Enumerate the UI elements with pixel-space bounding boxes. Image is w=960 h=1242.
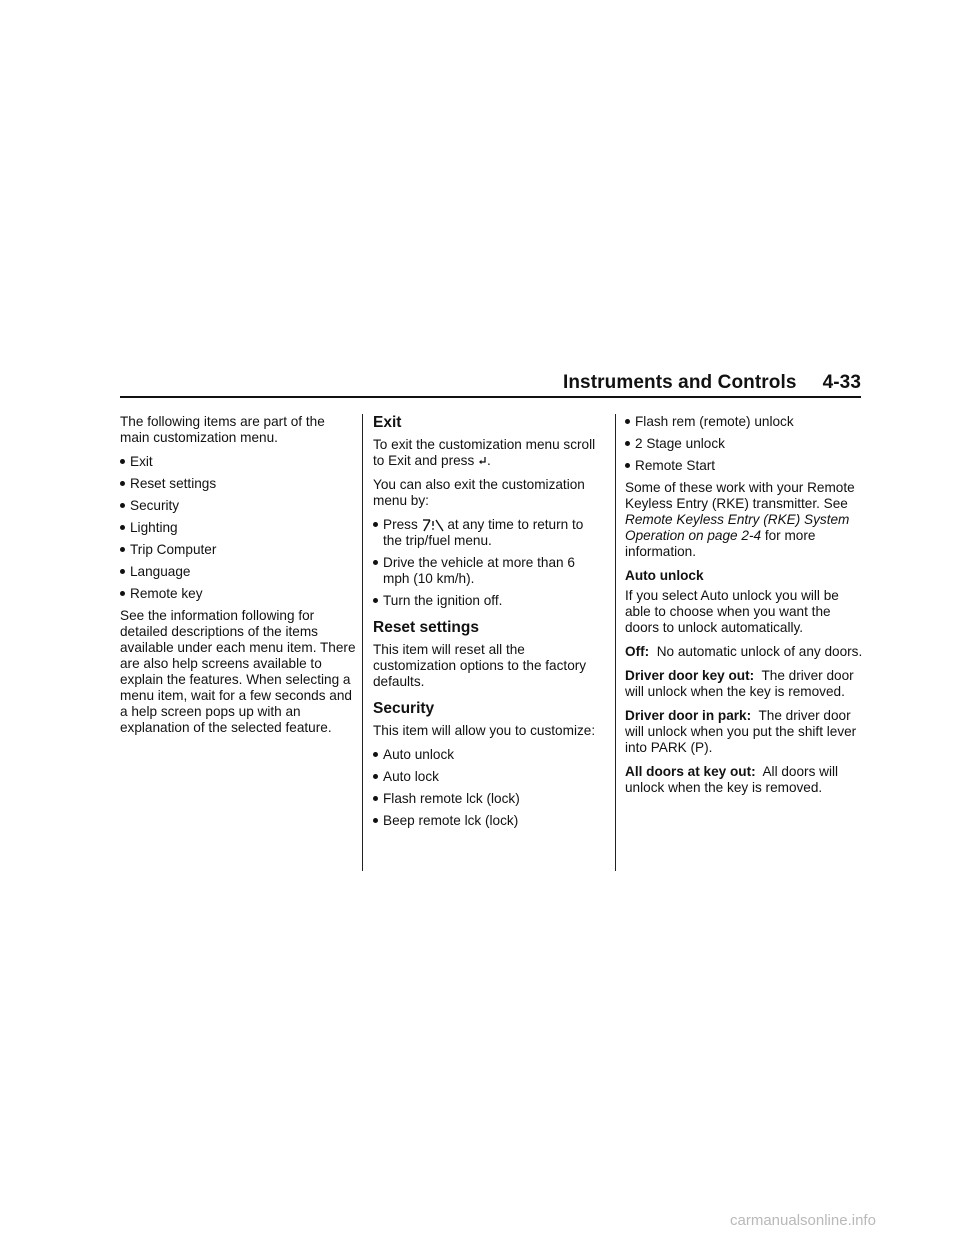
- list-item: Trip Computer: [120, 542, 356, 558]
- column-divider: [362, 414, 363, 871]
- exit-heading: Exit: [373, 414, 402, 431]
- rke-text: Some of these work with your Remote Keyless Entry (RKE) transmitter. See Remote Keyless Entry (RKE) System Operation on page 2-4 for more information.: [625, 480, 855, 559]
- option-all-doors-key-out: All doors at key out: All doors will unlock when the key is removed.: [625, 764, 839, 795]
- list-item: Remote Start: [625, 458, 863, 474]
- bullet-icon: [373, 598, 378, 603]
- reset-text: This item will reset all the customization options to the factory defaults.: [373, 642, 587, 689]
- bullet-icon: [373, 522, 378, 527]
- page-header: [120, 372, 861, 396]
- rke-reference-link[interactable]: Remote Keyless Entry (RKE) System Operation on page 2-4: [625, 512, 850, 543]
- list-item: Turn the ignition off.: [373, 593, 605, 609]
- enter-icon: [478, 456, 487, 466]
- section-title: Instruments and Controls: [562, 372, 797, 393]
- list-item: Drive the vehicle at more than 6 mph (10 km/h).: [373, 555, 605, 587]
- header-text: [563, 372, 861, 394]
- bullet-icon: [120, 547, 125, 552]
- bullet-icon: [120, 503, 125, 508]
- watermark: carmanualsonline.info: [730, 1212, 876, 1229]
- security-options-list-cont: [625, 414, 863, 474]
- option-off: Off: No automatic unlock of any doors.: [625, 644, 863, 659]
- bullet-icon: [120, 525, 125, 530]
- column-1: [120, 414, 356, 744]
- column-3: [625, 414, 863, 804]
- exit-options-list: [373, 517, 605, 609]
- security-options-list: [373, 747, 605, 829]
- security-heading: Security: [373, 700, 435, 717]
- bullet-icon: [625, 419, 630, 424]
- list-item: Press at any time to return to the trip/fuel menu.: [373, 517, 605, 549]
- option-driver-key-out: Driver door key out: The driver door will unlock when the key is removed.: [625, 668, 854, 699]
- list-item: Exit: [120, 454, 356, 470]
- bullet-icon: [120, 569, 125, 574]
- list-item: Reset settings: [120, 476, 356, 492]
- list-item: Security: [120, 498, 356, 514]
- list-item: Beep remote lck (lock): [373, 813, 605, 829]
- list-item: Lighting: [120, 520, 356, 536]
- auto-unlock-text: If you select Auto unlock you will be able to choose when you want the doors to unlock automatically.: [625, 588, 839, 635]
- info-text: See the information following for detailed descriptions of the items available under each menu item. There are also help screens available to explain the features. When selecting a menu item, wait for a few seconds and a help screen pops up with an explanation of the selected feature.: [120, 608, 356, 735]
- list-item: Auto unlock: [373, 747, 605, 763]
- security-text: This item will allow you to customize:: [373, 723, 596, 738]
- list-item: Remote key: [120, 586, 356, 602]
- list-item: Flash remote lck (lock): [373, 791, 605, 807]
- option-driver-in-park: Driver door in park: The driver door will unlock when you put the shift lever into PARK (P).: [625, 708, 857, 755]
- page-number: 4-33: [822, 372, 861, 393]
- header-divider: [120, 396, 861, 398]
- exit-text: To exit the customization menu scroll to Exit and press .: [373, 437, 596, 468]
- list-item: Flash rem (remote) unlock: [625, 414, 863, 430]
- exit-alt-text: You can also exit the customization menu by:: [373, 477, 585, 508]
- bullet-icon: [373, 818, 378, 823]
- bullet-icon: [373, 560, 378, 565]
- bullet-icon: [373, 752, 378, 757]
- menu-items-list: [120, 454, 356, 602]
- bullet-icon: [120, 591, 125, 596]
- list-item: Language: [120, 564, 356, 580]
- bullet-icon: [625, 463, 630, 468]
- bullet-icon: [120, 459, 125, 464]
- column-2: [373, 414, 605, 835]
- bullet-icon: [373, 774, 378, 779]
- column-divider: [615, 414, 616, 871]
- list-item: 2 Stage unlock: [625, 436, 863, 452]
- bullet-icon: [373, 796, 378, 801]
- bullet-icon: [120, 481, 125, 486]
- trip-fuel-icon: [422, 518, 444, 532]
- list-item: Auto lock: [373, 769, 605, 785]
- intro-text: The following items are part of the main customization menu.: [120, 414, 325, 445]
- reset-heading: Reset settings: [373, 619, 479, 636]
- auto-unlock-heading: Auto unlock: [625, 568, 704, 583]
- bullet-icon: [625, 441, 630, 446]
